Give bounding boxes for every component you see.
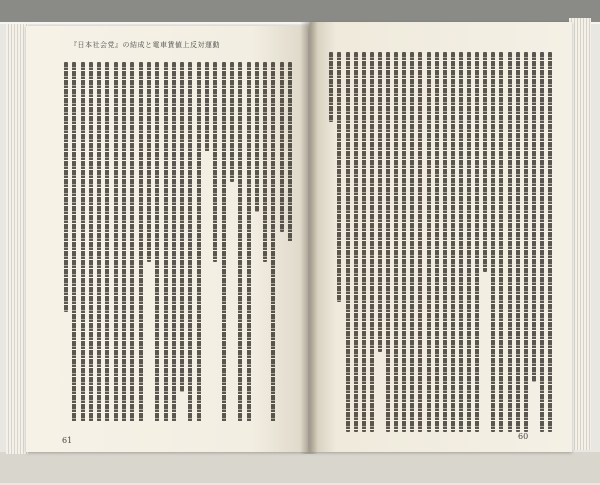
text-column bbox=[247, 62, 251, 422]
text-column bbox=[205, 62, 209, 152]
text-column bbox=[499, 52, 503, 432]
text-column bbox=[516, 52, 520, 432]
text-column bbox=[81, 62, 85, 422]
text-column bbox=[238, 62, 242, 422]
text-column bbox=[548, 52, 552, 432]
text-column bbox=[155, 62, 159, 422]
text-column bbox=[105, 62, 109, 422]
text-column bbox=[222, 62, 226, 422]
text-column bbox=[280, 62, 284, 232]
text-column bbox=[524, 52, 528, 432]
text-column bbox=[418, 52, 422, 432]
text-column bbox=[122, 62, 126, 422]
text-column bbox=[337, 52, 341, 302]
text-column bbox=[508, 52, 512, 432]
text-column bbox=[180, 62, 184, 392]
text-column bbox=[362, 52, 366, 432]
text-column bbox=[288, 62, 292, 242]
text-column bbox=[130, 62, 134, 422]
text-column bbox=[114, 62, 118, 422]
text-column bbox=[532, 52, 536, 382]
text-column bbox=[394, 52, 398, 432]
page-stack-right bbox=[569, 18, 591, 450]
running-head: 『日本社会党』の結成と電車賃値上反対運動 bbox=[70, 41, 220, 49]
text-column bbox=[64, 62, 68, 312]
text-column bbox=[255, 62, 259, 212]
text-column bbox=[230, 62, 234, 182]
text-column bbox=[213, 62, 217, 262]
text-column bbox=[402, 52, 406, 432]
left-page-number: 61 bbox=[62, 436, 73, 445]
text-column bbox=[97, 62, 101, 422]
text-column bbox=[139, 62, 143, 422]
text-column bbox=[459, 52, 463, 432]
text-column bbox=[354, 52, 358, 432]
text-column bbox=[329, 52, 333, 122]
text-column bbox=[188, 62, 192, 422]
text-column bbox=[72, 62, 76, 422]
text-column bbox=[370, 52, 374, 432]
text-column bbox=[271, 62, 275, 422]
text-column bbox=[491, 52, 495, 432]
text-column bbox=[467, 52, 471, 432]
text-column bbox=[483, 52, 487, 272]
book-gutter bbox=[300, 22, 318, 454]
text-column bbox=[263, 62, 267, 262]
text-column bbox=[164, 62, 168, 422]
text-column bbox=[172, 62, 176, 422]
text-column bbox=[435, 52, 439, 432]
text-column bbox=[475, 52, 479, 432]
text-column bbox=[386, 52, 390, 432]
text-column bbox=[427, 52, 431, 432]
text-column bbox=[197, 62, 201, 422]
text-column bbox=[147, 62, 151, 262]
text-column bbox=[410, 52, 414, 432]
page-stack-left bbox=[6, 24, 28, 454]
text-column bbox=[89, 62, 93, 422]
text-column bbox=[443, 52, 447, 432]
text-column bbox=[540, 52, 544, 432]
text-column bbox=[451, 52, 455, 432]
text-column bbox=[346, 52, 350, 432]
text-column bbox=[378, 52, 382, 352]
table-surface bbox=[0, 452, 600, 483]
right-page-number: 60 bbox=[518, 432, 529, 441]
